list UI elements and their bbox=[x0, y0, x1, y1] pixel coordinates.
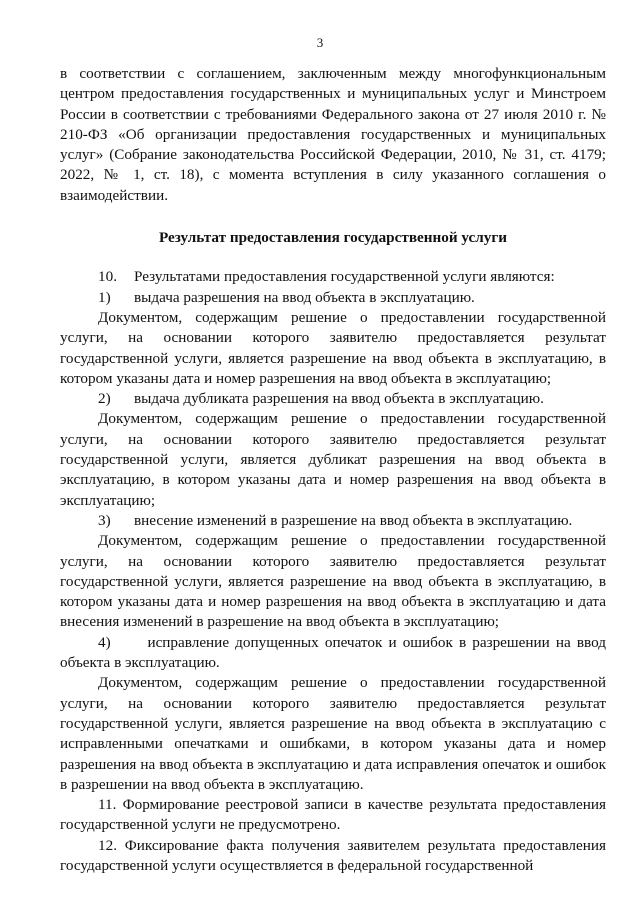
clause-12: 12. Фиксирование факта получения заявителем результата предоставления государственной услуги осуществляется в федеральной государственной bbox=[60, 836, 606, 874]
clause-10-number: 10. bbox=[98, 268, 117, 286]
list-item-3-text: внесение изменений в разрешение на ввод объекта в эксплуатацию. bbox=[134, 511, 573, 529]
clause-10 bbox=[60, 267, 606, 287]
list-item-1 bbox=[60, 288, 606, 308]
list-item-3-description: Документом, содержащим решение о предоставлении государственной услуги, на основании которого заявителю предоставляется результат государственной услуги, является разрешение на ввод объекта в эксплуатацию, в котором указаны дата и номер разрешения на ввод объекта в эксплуатацию и дата внесения изменений в разрешение на ввод объекта в эксплуатацию; bbox=[60, 532, 606, 631]
document-body bbox=[60, 64, 606, 876]
list-item-3 bbox=[60, 511, 606, 531]
list-item-4-text: исправление допущенных опечаток и ошибок в разрешении на ввод объекта в эксплуатацию. bbox=[60, 633, 606, 672]
intro-paragraph: в соответствии с соглашением, заключенным между многофункциональным центром предоставления государственных и муниципальных услуг и Минстроем России в соответствии с требованиями Федерального закона от 27 июля 2010 г. № 210-ФЗ «Об организации предоставления государственных и муниципальных услуг» (Собрание законодательства Российской Федерации, 2010, № 31, ст. 4179; 2022, № 1, ст. 18), с момента вступления в силу указанного соглашения о взаимодействии. bbox=[60, 65, 606, 204]
list-item-4 bbox=[60, 633, 606, 674]
list-item-1-number: 1) bbox=[98, 288, 111, 306]
list-item-1-description: Документом, содержащим решение о предоставлении государственной услуги, на основании которого заявителю предоставляется результат государственной услуги, является разрешение на ввод объекта в эксплуатацию, в котором указаны дата и номер разрешения на ввод объекта в эксплуатацию; bbox=[60, 308, 606, 387]
section-heading: Результат предоставления государственной услуги bbox=[158, 229, 508, 247]
list-item-2-description: Документом, содержащим решение о предоставлении государственной услуги, на основании которого заявителю предоставляется результат государственной услуги, является дубликат разрешения на ввод объекта в эксплуатацию, в котором указаны дата и номер разрешения на ввод объекта в эксплуатацию; bbox=[60, 410, 606, 509]
clause-11: 11. Формирование реестровой записи в качестве результата предоставления государственной услуги не предусмотрено. bbox=[60, 796, 606, 834]
list-item-2-number: 2) bbox=[98, 390, 111, 408]
list-item-4-number: 4) bbox=[98, 633, 111, 651]
list-item-2 bbox=[60, 389, 606, 409]
clause-10-text: Результатами предоставления государственной услуги являются: bbox=[134, 268, 555, 286]
page-number: 3 bbox=[316, 35, 324, 50]
list-item-4-description: Документом, содержащим решение о предоставлении государственной услуги, на основании которого заявителю предоставляется результат государственной услуги, является разрешение на ввод объекта в эксплуатацию с исправленными опечатками и ошибками, в котором указаны дата и номер разрешения на ввод объекта в эксплуатацию и дата исправления опечаток и ошибок в разрешении на ввод объекта в эксплуатацию. bbox=[60, 674, 606, 793]
list-item-3-number: 3) bbox=[98, 511, 111, 529]
list-item-1-text: выдача разрешения на ввод объекта в эксплуатацию. bbox=[134, 288, 475, 306]
list-item-2-text: выдача дубликата разрешения на ввод объекта в эксплуатацию. bbox=[134, 390, 544, 408]
